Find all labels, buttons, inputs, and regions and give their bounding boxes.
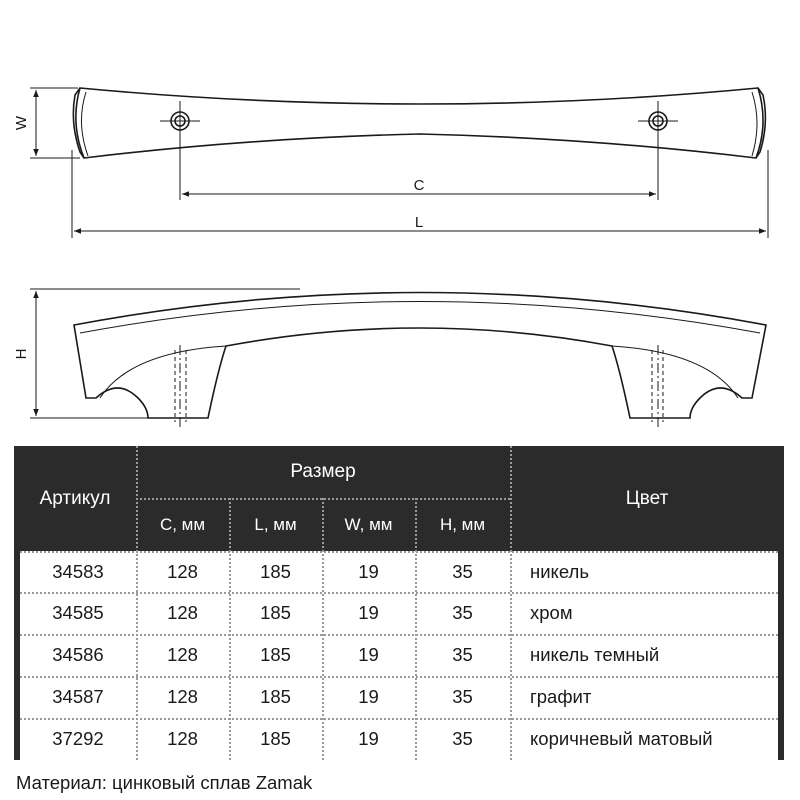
header-article: Артикул — [39, 487, 111, 509]
top-view — [73, 88, 765, 158]
column-divider — [510, 446, 512, 760]
right-end-cap-inner — [752, 92, 757, 156]
cell-w: 19 — [358, 644, 379, 665]
column-divider — [322, 498, 324, 760]
cell-w: 19 — [358, 560, 379, 582]
header-w: W, мм — [344, 514, 393, 534]
cell-article: 34583 — [52, 560, 104, 582]
cell-c: 128 — [167, 686, 198, 707]
row-divider — [20, 676, 778, 678]
left-mount-hole — [160, 101, 200, 141]
cell-l: 185 — [260, 728, 291, 749]
top-view-outline — [73, 88, 765, 158]
cell-color: коричневый матовый — [530, 728, 713, 749]
cell-h: 35 — [452, 602, 473, 623]
c-dimension-label: C — [413, 177, 425, 194]
material-note: Материал: цинковый сплав Zamak — [16, 772, 313, 793]
cell-color: никель — [530, 560, 589, 582]
l-dimension-label: L — [414, 214, 424, 231]
cell-color: хром — [530, 602, 573, 623]
header-size-group: Размер — [290, 461, 356, 482]
cell-h: 35 — [452, 728, 473, 749]
cell-article: 37292 — [52, 728, 104, 749]
cell-w: 19 — [358, 602, 379, 623]
cell-l: 185 — [260, 560, 291, 582]
header-color: Цвет — [625, 487, 669, 509]
cell-color: никель темный — [530, 644, 660, 665]
cell-l: 185 — [260, 644, 291, 665]
cell-c: 128 — [167, 560, 198, 582]
cell-w: 19 — [358, 728, 379, 749]
side-view-outline — [74, 293, 766, 419]
cell-c: 128 — [167, 602, 198, 623]
column-divider — [415, 498, 417, 760]
right-leg-hole — [652, 345, 663, 428]
side-view — [74, 293, 766, 429]
left-end-cap — [76, 88, 84, 158]
cell-l: 185 — [260, 686, 291, 707]
table-body — [20, 551, 778, 760]
row-divider — [20, 592, 778, 594]
column-divider — [136, 446, 138, 760]
header-h: H, мм — [439, 514, 486, 534]
row-divider — [20, 718, 778, 720]
left-leg-hole — [175, 345, 186, 428]
cell-article: 34585 — [52, 602, 104, 623]
cell-c: 128 — [167, 728, 198, 749]
cell-c: 128 — [167, 644, 198, 665]
header-l: L, мм — [254, 514, 297, 534]
header-c: C, мм — [159, 514, 206, 534]
left-end-cap-inner — [81, 92, 88, 156]
row-divider — [20, 634, 778, 636]
row-divider — [20, 551, 778, 553]
column-divider — [229, 498, 231, 760]
cell-h: 35 — [452, 686, 473, 707]
cell-h: 35 — [452, 560, 473, 582]
cell-article: 34586 — [52, 644, 104, 665]
spec-table — [14, 446, 784, 760]
cell-h: 35 — [452, 644, 473, 665]
cell-w: 19 — [358, 686, 379, 707]
right-mount-hole — [638, 101, 678, 141]
h-dimension-label: H — [13, 348, 30, 360]
w-dimension-label: W — [13, 115, 30, 131]
cell-l: 185 — [260, 602, 291, 623]
w-dimension — [30, 88, 80, 158]
cell-color: графит — [530, 686, 592, 707]
cell-article: 34587 — [52, 686, 104, 707]
